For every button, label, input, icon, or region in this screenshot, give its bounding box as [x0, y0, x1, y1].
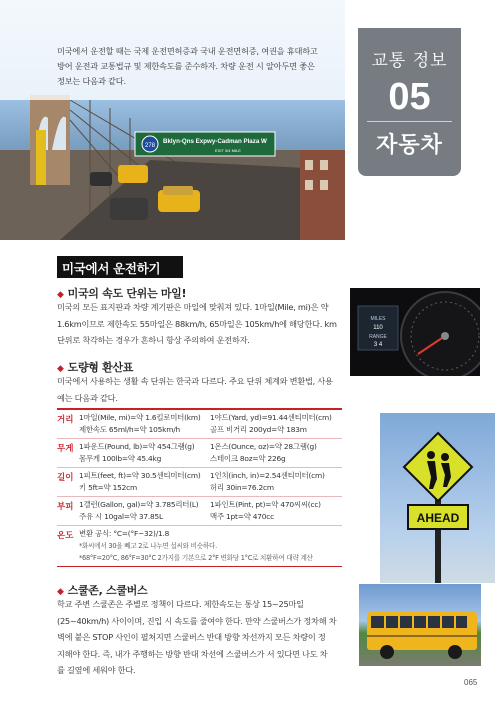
diamond-bullet-icon: ◆ — [57, 364, 64, 374]
temp-formula: 변환 공식: °C=(°F−32)/1.8 — [79, 529, 170, 538]
row-left — [79, 470, 210, 494]
cell-line: 주유 시 10gal=약 37.85L — [79, 512, 163, 521]
school-paragraph — [57, 596, 352, 679]
units-paragraph — [57, 373, 347, 406]
units-heading-text: 도량형 환산표 — [67, 361, 134, 374]
speedometer-illustration — [350, 288, 480, 376]
sign-text: AHEAD — [416, 511, 460, 525]
units-line: 미국에서 사용하는 생활 속 단위는 한국과 다르다. 주요 단위 체계와 변환법, 사용 — [57, 376, 333, 386]
school-line: (25~40km/h) 사이이며, 진입 시 속도를 줄여야 한다. 만약 스쿨버스가 정차해 차 — [57, 615, 337, 626]
overhead-sign-text: Bklyn-Qns Expwy-Cadman Plaza W — [163, 138, 267, 145]
table-row — [57, 410, 342, 439]
temp-note: *68°F=20°C, 86°F=30°C 2가지를 기본으로 2°F 변화당 1°C로 치환하여 대략 계산 — [79, 554, 313, 562]
school-crossing-sign-photo — [380, 413, 495, 583]
row-key: 부피 — [57, 502, 74, 512]
cell-line: 1갤런(Gallon, gal)=약 3.785리터(L) — [79, 500, 199, 509]
intro-text — [0, 0, 345, 100]
speedometer-photo — [350, 288, 480, 376]
cell-line: 1마일(Mile, mi)=약 1.6킬로미터(km) — [79, 413, 201, 422]
conversion-table — [57, 408, 342, 567]
row-right — [210, 441, 342, 465]
row-key: 온도 — [57, 531, 74, 541]
temperature-cell — [79, 528, 342, 564]
section-title: 미국에서 운전하기 — [57, 256, 183, 278]
row-left — [79, 412, 210, 436]
row-right — [210, 470, 342, 494]
table-row — [57, 439, 342, 468]
gauge-label: 110 — [373, 325, 383, 331]
cell-line: 제한속도 65ml/h=약 105km/h — [79, 425, 180, 434]
overhead-sign-exit: EXIT 3/4 MILE — [215, 148, 241, 153]
row-right — [210, 499, 342, 523]
bus-illustration — [359, 584, 481, 666]
cell-line: 1인치(inch, in)=2.54센티미터(cm) — [210, 471, 325, 480]
table-row-temperature — [57, 526, 342, 566]
row-left — [79, 499, 210, 523]
speed-paragraph — [57, 299, 342, 349]
cell-line: 1파인트(Pint, pt)=약 470씨씨(cc) — [210, 500, 321, 509]
intro-line: 정보는 다음과 같다. — [57, 76, 126, 86]
school-line: 학교 주변 스쿨존은 주별로 정책이 다르다. 제한속도는 통상 15~25마일 — [57, 599, 304, 609]
row-left — [79, 441, 210, 465]
row-key: 거리 — [57, 415, 74, 425]
cell-line: 1야드(Yard, yd)=91.44센티미터(cm) — [210, 413, 332, 422]
intro-line: 미국에서 운전할 때는 국제 운전면허증과 국내 운전면허증, 여권을 휴대하고 — [57, 46, 318, 56]
cell-line: 1파운드(Pound, lb)=약 454그램(g) — [79, 442, 195, 451]
route-number: 278 — [144, 143, 156, 149]
cell-line: 맥주 1pt=약 470cc — [210, 512, 275, 521]
school-line: 벽에 붙은 STOP 사인이 펼쳐지면 스쿨버스 반대 방향 차선까지 모든 차량이 정 — [57, 632, 326, 642]
gauge-label: MILES — [370, 316, 386, 322]
diamond-bullet-icon: ◆ — [57, 587, 64, 597]
school-line: 지해야 한다. 즉, 내가 주행하는 방향 반대 차선에 스쿨버스가 서 있다면 나도 차 — [57, 648, 328, 659]
cell-line: 허리 30in=76.2cm — [210, 483, 274, 492]
speed-heading-text: 미국의 속도 단위는 마일! — [67, 287, 187, 300]
row-right — [210, 412, 342, 436]
cell-line: 1피트(feet, ft)=약 30.5센티미터(cm) — [79, 471, 201, 480]
temp-note: *화씨에서 30을 빼고 2로 나누면 섭씨와 비슷하다. — [79, 542, 217, 550]
speed-line: 단위로 착각하는 경우가 흔하니 항상 주의하여 운전하자. — [57, 335, 250, 345]
cell-line: 몸무게 100lb=약 45.4kg — [79, 454, 162, 463]
cell-line: 골프 비거리 200yd=약 183m — [210, 425, 307, 434]
table-row — [57, 468, 342, 497]
badge-title: 자동차 — [376, 133, 443, 158]
sign-illustration — [380, 413, 495, 583]
hero-photo-brooklyn-bridge — [0, 0, 345, 240]
diamond-bullet-icon: ◆ — [57, 290, 64, 300]
row-key: 무게 — [57, 444, 74, 454]
school-bus-photo — [359, 584, 481, 666]
speed-line: 1.6km이므로 제한속도 55마일은 88km/h, 65마일은 105km/h에 해당한다. km — [57, 318, 337, 329]
badge-number: 05 — [388, 76, 431, 118]
gauge-label: RANGE — [369, 334, 387, 340]
cell-line: 1온스(Ounce, oz)=약 28그램(g) — [210, 442, 317, 451]
units-line: 예는 다음과 같다. — [57, 392, 118, 403]
cell-line: 스테이크 8oz=약 226g — [210, 454, 286, 463]
cell-line: 키 5ft=약 152cm — [79, 483, 138, 492]
row-key: 길이 — [57, 473, 74, 483]
school-heading-text: 스쿨존, 스쿨버스 — [67, 584, 148, 597]
category-badge — [358, 28, 461, 176]
badge-category: 교통 정보 — [371, 51, 448, 71]
gauge-label: 3 4 — [373, 342, 383, 348]
table-row — [57, 497, 342, 526]
school-line: 를 길옆에 세워야 한다. — [57, 665, 136, 675]
intro-line: 방어 운전과 교통법규 및 제한속도를 준수하자. 차량 운전 시 알아두면 좋은 — [57, 61, 315, 71]
speed-line: 미국의 모든 표지판과 차량 계기판은 마일에 맞춰져 있다. 1마일(Mile, mi)은 약 — [57, 302, 329, 312]
badge-divider — [367, 121, 452, 122]
page-number: 065 — [464, 678, 478, 687]
